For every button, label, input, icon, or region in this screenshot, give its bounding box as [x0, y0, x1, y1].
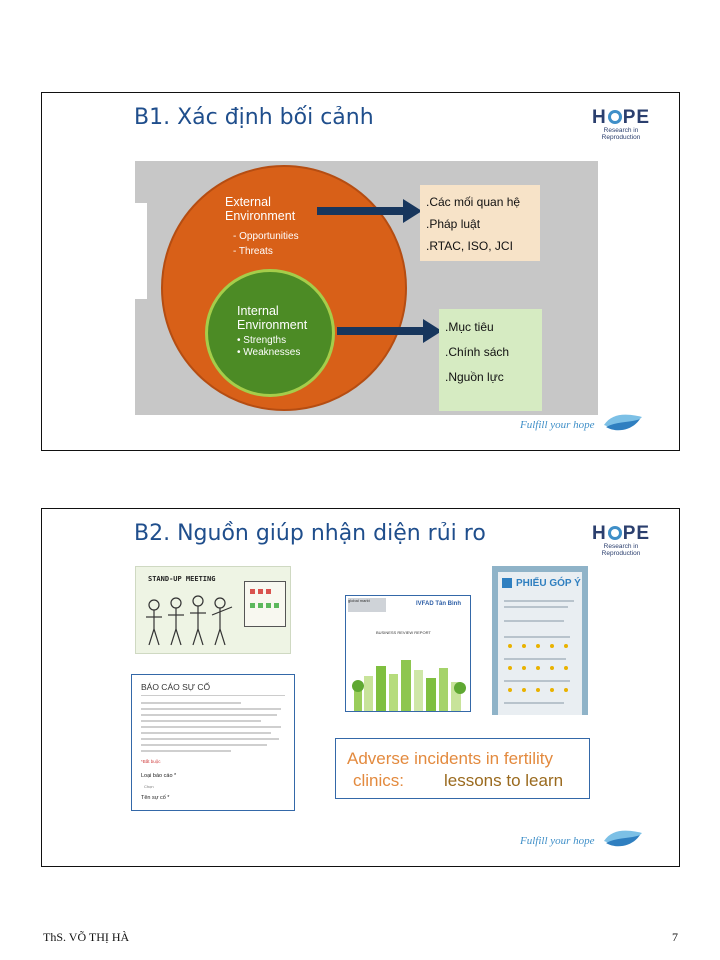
clinic-name: IVFAD Tân Bình: [416, 601, 461, 607]
stick-figures-icon: [136, 567, 291, 654]
internal-factors-box: .Mục tiêu .Chính sách .Nguồn lực: [439, 309, 542, 411]
internal-environment-circle: [205, 269, 335, 397]
feedback-icon: [502, 578, 512, 588]
incident-name-label: Tên sự cố *: [141, 795, 170, 801]
hope-logo-o-icon: [608, 110, 622, 124]
city-skyline-icon: [346, 646, 471, 712]
arrow-internal-icon: [337, 319, 443, 343]
internal-environment-items: • Strengths • Weaknesses: [237, 335, 301, 358]
org-label: global markt: [348, 598, 386, 612]
required-note: *Bắt buộc: [141, 759, 161, 764]
report-subtitle: BUSINESS REVIEW REPORT: [376, 630, 431, 635]
adverse-incidents-banner: Adverse incidents in fertility clinics: lessons to learn: [335, 738, 590, 799]
external-environment-items: - Opportunities - Threats: [233, 231, 299, 257]
incident-report-form-image: [131, 674, 295, 811]
hope-logo: H PE Research in Reproduction: [586, 107, 656, 141]
standup-meeting-image: STAND-UP MEETING: [135, 566, 291, 654]
leaf-logo-icon: [602, 827, 644, 849]
feedback-form-image: [492, 566, 588, 715]
slide-1: [41, 92, 680, 451]
form-title: BÁO CÁO SỰ CỐ: [141, 682, 211, 692]
tagline: Fulfill your hope: [520, 419, 595, 431]
hope-logo-o-icon: [608, 526, 622, 540]
hope-logo: H PE Research in Reproduction: [586, 523, 656, 557]
hope-logo-subtitle: Research in Reproduction: [601, 543, 641, 557]
page-number: 7: [672, 930, 678, 944]
slide-2: [41, 508, 680, 867]
external-factors-box: .Các mối quan hệ .Pháp luật .RTAC, ISO, JCI: [420, 185, 540, 261]
internal-environment-title: Internal Environment: [237, 304, 308, 332]
report-type-label: Loại báo cáo *: [141, 773, 177, 779]
slide-title: B1. Xác định bối cảnh: [134, 105, 374, 130]
slide-title: B2. Nguồn giúp nhận diện rủi ro: [134, 521, 486, 546]
tagline: Fulfill your hope: [520, 835, 595, 847]
business-review-report-image: [345, 595, 471, 712]
hope-logo-subtitle: Research in Reproduction: [601, 127, 641, 141]
arrow-external-icon: [317, 199, 423, 223]
feedback-title: PHIẾU GÓP Ý: [516, 578, 581, 589]
report-type-select: Chọn: [144, 784, 154, 789]
context-diagram: [135, 161, 598, 415]
footer-author: ThS. VÕ THỊ HÀ: [43, 930, 130, 944]
external-environment-title: External Environment: [225, 195, 296, 223]
leaf-logo-icon: [602, 411, 644, 433]
